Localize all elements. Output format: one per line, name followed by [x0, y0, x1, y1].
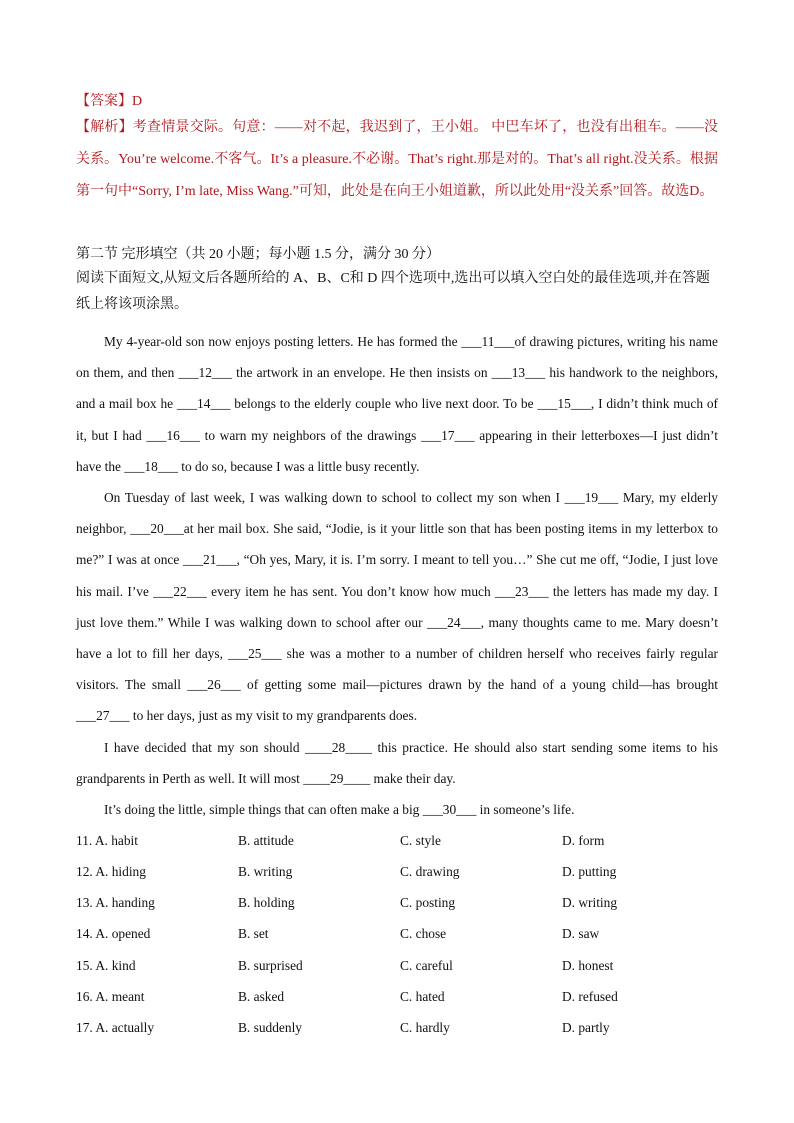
analysis-text: 考查情景交际。句意：——对不起，我迟到了，王小姐。 中巴车坏了，也没有出租车。——没关系。You’re welcome.不客气。It’s a pleasure.不必谢。That’s right.那是对的。That’s all right.没关系。根据第一句中“Sorry, I’m late, Miss Wang.”可知，此处是在向王小姐道歉，所以此处用“没关系”回答。故选D。	[76, 120, 719, 199]
options-table	[76, 825, 718, 1043]
option-c: C. chose	[400, 926, 447, 942]
option-b: B. holding	[238, 895, 295, 911]
option-b: B. writing	[238, 864, 293, 880]
option-a: 15. A. kind	[76, 957, 136, 973]
option-d: D. writing	[562, 895, 618, 911]
document-page	[76, 92, 718, 1044]
analysis-label: 【解析】	[76, 120, 133, 135]
passage-paragraph: On Tuesday of last week, I was walking down to school to collect my son when I ___19___ Mary, my elderly neighbor, ___20___at her mail box. She said, “Jodie, is it your little son that has been posting items in my letterbox to me?” I was at once ___21___, “Oh yes, Mary, it is. I’m sorry. I meant to tell you…” She cut me off, “Jodie, I just love his mail. I’ve ___22___ every item he has sent. You don’t know how much ___23___ the letters has made my day. I just love them.” While I was walking down to school after our ___24___, many thoughts came to me. Mary doesn’t have a lot to fill her days, ___25___ she was a mother to a number of children herself who receives fairly regular visitors. The small ___26___ of getting some mail—pictures drawn by the hand of a young child—has brought ___27___ to her days, just as my visit to my grandparents does.	[76, 490, 718, 724]
option-row	[76, 825, 718, 856]
option-b: B. surprised	[238, 957, 303, 973]
option-c: C. hardly	[400, 1019, 450, 1035]
option-row	[76, 950, 718, 981]
section-instruction: 阅读下面短文,从短文后各题所给的 A、B、C和 D 四个选项中,选出可以填入空白处的最佳选项,并在答题纸上将该项涂黑。	[76, 271, 710, 312]
option-a: 16. A. meant	[76, 988, 145, 1004]
option-row	[76, 981, 718, 1012]
option-b: B. suddenly	[238, 1019, 302, 1035]
option-a: 17. A. actually	[76, 1019, 155, 1035]
section-title: 第二节 完形填空（共 20 小题；每小题 1.5 分，满分 30 分）	[76, 247, 440, 262]
option-b: B. attitude	[238, 832, 294, 848]
option-d: D. saw	[562, 926, 600, 942]
option-row	[76, 888, 718, 919]
option-b: B. asked	[238, 988, 285, 1004]
option-c: C. style	[400, 832, 441, 848]
option-c: C. posting	[400, 895, 456, 911]
passage-paragraph: My 4-year-old son now enjoys posting letters. He has formed the ___11___of drawing pictures, writing his name on them, and then ___12___ the artwork in an envelope. He then insists on ___13___ his handwork to the neighbors, and a mail box he ___14___ belongs to the elderly couple who live next door. To be ___15___, I didn’t think much of it, but I had ___16___ to warn my neighbors of the drawings ___17___ appearing in their letterboxes—I just didn’t have the ___18___ to do so, because I was a little busy recently.	[76, 334, 718, 474]
analysis-paragraph	[76, 112, 718, 208]
option-row	[76, 1012, 718, 1043]
option-d: D. refused	[562, 988, 618, 1004]
option-d: D. form	[562, 832, 605, 848]
answer-label: 【答案】	[76, 94, 132, 109]
cloze-passage	[76, 326, 718, 825]
option-c: C. hated	[400, 988, 445, 1004]
passage-paragraph: It’s doing the little, simple things that can often make a big ___30___ in someone’s life.	[104, 802, 575, 818]
option-a: 14. A. opened	[76, 926, 151, 942]
option-b: B. set	[238, 926, 269, 942]
option-d: D. putting	[562, 864, 617, 880]
option-row	[76, 919, 718, 950]
option-a: 11. A. habit	[76, 832, 138, 848]
answer-line	[76, 92, 718, 112]
option-a: 12. A. hiding	[76, 864, 146, 880]
passage-paragraph: I have decided that my son should ____28____ this practice. He should also start sending some items to his grandparents in Perth as well. It will most ____29____ make their day.	[76, 739, 718, 786]
option-d: D. honest	[562, 957, 614, 973]
option-d: D. partly	[562, 1019, 610, 1035]
option-row	[76, 856, 718, 887]
option-c: C. careful	[400, 957, 453, 973]
option-a: 13. A. handing	[76, 895, 155, 911]
option-c: C. drawing	[400, 864, 460, 880]
answer-value: D	[132, 94, 143, 109]
